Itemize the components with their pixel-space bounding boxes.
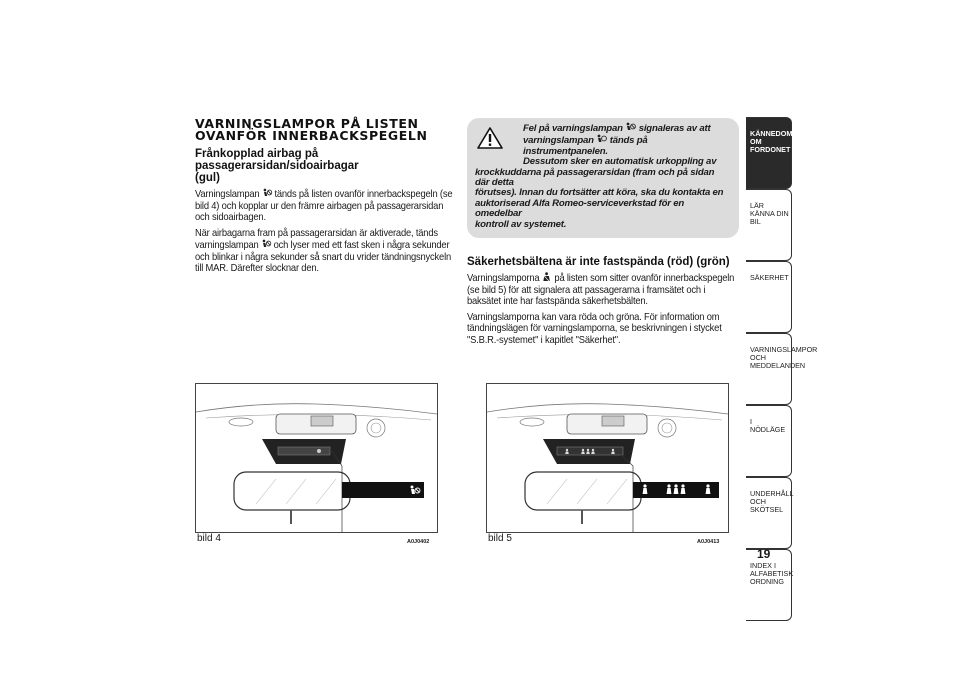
figure-4-caption: bild 4: [197, 533, 221, 544]
seatbelt-p1-text-b: på listen som sitter ovanför innerbackspegeln (se bild 5) för att signalera att passagerarna i framsätet och i baksätet inte har fastspända säkerhetsbälten.: [467, 273, 735, 308]
figure-4-code: A0J0402: [407, 539, 430, 545]
seatbelt-paragraph-2: Varningslamporna kan vara röda och gröna. För information om tändningslägen för varningslamporna, se beskrivningen i stycket "S.B.R.-systemet" i kapitlet "Säkerhet".: [467, 311, 722, 346]
airbag-paragraph-1: [195, 188, 455, 224]
airbag-subheading: [195, 148, 457, 184]
tab-sakerhet[interactable]: [746, 261, 792, 333]
warning-line-7: kontroll av systemet.: [475, 218, 567, 230]
figure-4-illustration: [195, 383, 438, 533]
airbag-p1-text-b: tänds på listen ovanför innerbackspegeln (se bild 4) och kopplar ur den främre airbagen på passagerarsidan och sidoairbagen.: [195, 189, 453, 223]
tab-label-line2: ORDNING: [750, 577, 784, 586]
warning-line-2: [475, 134, 731, 157]
seatbelt-p1-text-a: Varningslamporna: [467, 273, 540, 285]
roof-console-drawing: [487, 384, 728, 532]
warning-line-3: Dessutom sker en automatisk urkoppling av: [523, 156, 717, 168]
seatbelt-icon: [542, 272, 552, 282]
warning-box: [467, 118, 739, 238]
seatbelt-paragraph-1: [467, 272, 737, 308]
figure-5-code: A0J0413: [697, 539, 720, 545]
tab-label-line2: FORDONET: [750, 145, 791, 154]
tab-label-line1: KÄNNEDOM OM: [750, 129, 793, 146]
airbag-subheading-line1: Frånkopplad airbag på passagerarsidan/sidoairbagar: [195, 148, 359, 172]
tab-label-line1: INDEX I ALFABETISK: [750, 561, 794, 578]
figure-5-illustration: [486, 383, 729, 533]
warning-line-1: [475, 122, 731, 134]
chapter-tabs: [746, 117, 818, 621]
tab-label-line2: OCH MEDDELANDEN: [750, 353, 806, 370]
tab-label-line1: I NÖDLÄGE: [750, 417, 786, 434]
airbag-off-icon: [625, 122, 636, 132]
tab-varningslampor[interactable]: [746, 333, 818, 405]
page-number: 19: [757, 547, 771, 561]
airbag-off-icon: [262, 188, 272, 198]
section-heading-line2: OVANFÖR INNERBACKSPEGELN: [195, 128, 428, 143]
warning-triangle-icon: [477, 126, 503, 150]
warning-l2-b: tänds på instrumentpanelen.: [523, 135, 648, 157]
warning-line-5: förutses). Innan du fortsätter att köra, ska du kontakta en: [475, 187, 724, 199]
warning-l2-a: varningslampan: [523, 135, 594, 147]
airbag-paragraph-2: [195, 228, 455, 275]
tab-label-line1: SÄKERHET: [750, 273, 789, 282]
tab-lar-kanna-din-bil[interactable]: [746, 189, 792, 261]
tab-i-nodlage[interactable]: [746, 405, 792, 477]
airbag-p1-text-a: Varningslampan: [195, 189, 260, 200]
tab-label-line1: UNDERHÅLL OCH: [750, 489, 794, 506]
tab-underhall-och-skotsel[interactable]: [746, 477, 792, 549]
section-heading: [195, 118, 457, 142]
left-column: [195, 118, 457, 279]
warning-line-6: auktoriserad Alfa Romeo-serviceverkstad för en omedelbar: [475, 197, 685, 220]
tab-label-line1: LÄR KÄNNA DIN BIL: [750, 201, 789, 226]
tab-label-line2: SKÖTSEL: [750, 505, 784, 514]
airbag-p2-text-b: och lyser med ett fast sken i några sekunder och blinkar i några sekunder så snart du vrider tändningsnyckeln till MAR. Därefter slocknar den.: [195, 240, 452, 274]
warning-l1-a: Fel på varningslampan: [523, 123, 623, 134]
airbag-icon: [596, 134, 607, 144]
tab-label-line1: VARNINGSLAMPOR: [750, 345, 818, 354]
airbag-subheading-line2: (gul): [195, 172, 220, 184]
section-heading-line1: VARNINGSLAMPOR PÅ LISTEN: [195, 116, 419, 131]
airbag-off-icon: [261, 239, 271, 249]
roof-console-drawing: [196, 384, 437, 532]
tab-kannedom-om-fordonet[interactable]: [746, 117, 792, 189]
right-column: [467, 118, 739, 350]
warning-l1-b: signaleras av att: [638, 123, 711, 134]
figure-5-caption: bild 5: [488, 533, 512, 544]
airbag-p2-text-a: När airbagarna fram på passagerarsidan är aktiverade, tänds varningslampan: [195, 227, 438, 251]
seatbelt-subheading: Säkerhetsbältena är inte fastspända (röd) (grön): [467, 256, 730, 269]
warning-line-4: krockkuddarna på passagerarsidan (fram och på sidan där detta: [475, 166, 715, 189]
